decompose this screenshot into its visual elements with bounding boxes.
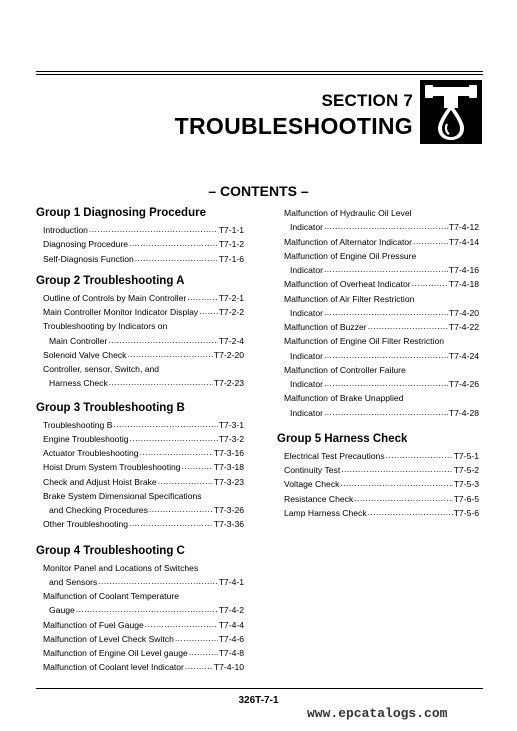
toc-entry[interactable] xyxy=(36,252,244,266)
toc-entry-text: Main Controller xyxy=(49,335,108,346)
toc-entry[interactable] xyxy=(277,320,479,334)
toc-leader-dots xyxy=(386,449,453,459)
toc-page-ref: T7-2-4 xyxy=(218,335,244,346)
toc-entry-text: Self-Diagnosis Function xyxy=(43,253,134,264)
toc-entry[interactable] xyxy=(36,446,244,460)
toc-page-ref: T7-3-36 xyxy=(213,519,244,530)
toc-entry[interactable] xyxy=(36,418,244,432)
page-number: 326T-7-1 xyxy=(238,695,279,706)
toc-leader-dots xyxy=(76,603,218,613)
toc-entry[interactable] xyxy=(277,391,479,420)
section-title: TROUBLESHOOTING xyxy=(174,113,413,139)
toc-entry[interactable] xyxy=(36,305,244,319)
toc-entry-text: Malfunction of Alternator Indicator xyxy=(284,236,413,247)
toc-page-ref: T7-4-28 xyxy=(448,407,479,418)
top-rule xyxy=(36,71,483,72)
toc-page-ref: T7-2-20 xyxy=(213,349,244,360)
toc-entry-text: Troubleshooting B xyxy=(43,419,113,430)
toc-group-title: Group 2 Troubleshooting A xyxy=(36,274,185,287)
toc-entry[interactable] xyxy=(36,489,244,518)
toc-leader-dots xyxy=(175,632,218,642)
toc-leader-dots xyxy=(109,376,213,386)
toc-group xyxy=(277,206,479,420)
toc-entry[interactable] xyxy=(277,249,479,278)
toc-leader-dots xyxy=(368,506,453,516)
toc-entry-text: Lamp Harness Check xyxy=(284,507,367,518)
toc-leader-dots xyxy=(341,463,452,473)
toc-entry[interactable] xyxy=(36,319,244,348)
toc-leader-dots xyxy=(324,406,448,416)
toc-entry-text: Malfunction of Coolant Temperature xyxy=(43,591,179,601)
toc-page-ref: T7-4-12 xyxy=(448,222,479,233)
toc-entry-text: Malfunction of Overheat Indicator xyxy=(284,279,411,290)
oil-drop-wrench-icon xyxy=(420,80,482,144)
toc-group-title: Group 4 Troubleshooting C xyxy=(36,544,185,557)
toc-entry[interactable] xyxy=(277,506,479,520)
toc-entry-text: Solenoid Valve Check xyxy=(43,349,127,360)
toc-entry-text: Check and Adjust Hoist Brake xyxy=(43,476,157,487)
toc-entry-text: Outline of Controls by Main Controller xyxy=(43,292,187,303)
toc-entry-text: Indicator xyxy=(290,350,323,361)
toc-page-ref: T7-3-23 xyxy=(213,476,244,487)
toc-leader-dots xyxy=(324,349,448,359)
toc-page-ref: T7-4-2 xyxy=(218,605,244,616)
toc-page-ref: T7-5-2 xyxy=(453,465,479,475)
toc-entry-text: Actuator Troubleshooting xyxy=(43,448,139,458)
toc-entry[interactable] xyxy=(36,589,244,618)
toc-entry[interactable] xyxy=(36,517,244,531)
toc-entry-text: Indicator xyxy=(290,407,323,418)
toc-entry-text: Malfunction of Engine Oil Level gauge xyxy=(43,648,188,658)
toc-leader-dots xyxy=(89,223,218,233)
toc-entry-text: Monitor Panel and Locations of Switches xyxy=(43,562,199,573)
toc-leader-dots xyxy=(98,575,217,585)
toc-page-ref: T7-4-4 xyxy=(218,619,244,630)
toc-entry-text: Malfunction of Coolant level Indicator xyxy=(43,662,184,673)
top-rule-double xyxy=(36,74,483,75)
toc-leader-dots xyxy=(113,418,217,428)
toc-leader-dots xyxy=(354,492,452,502)
toc-group xyxy=(36,401,244,532)
toc-entry-text: Engine Troubleshootig xyxy=(43,433,129,444)
toc-page-ref: T7-4-24 xyxy=(448,350,479,361)
toc-entry[interactable] xyxy=(36,618,244,632)
toc-entry[interactable] xyxy=(277,449,479,463)
toc-leader-dots xyxy=(149,503,213,513)
toc-entry-text: Voltage Check xyxy=(284,479,340,490)
toc-leader-dots xyxy=(324,220,448,230)
toc-leader-dots xyxy=(324,306,448,316)
toc-entry-text: and Sensors xyxy=(49,576,98,587)
toc-entry-text: Brake System Dimensional Specifications xyxy=(43,490,202,501)
toc-entry-text: Troubleshooting by Indicators on xyxy=(43,321,168,332)
toc-leader-dots xyxy=(135,252,218,262)
toc-entry[interactable] xyxy=(36,475,244,489)
toc-entry[interactable] xyxy=(36,660,244,674)
toc-entry-text: Indicator xyxy=(290,265,323,275)
toc-entry-text: Indicator xyxy=(290,379,323,389)
toc-entry[interactable] xyxy=(36,291,244,305)
toc-entry-text: Electrical Test Precautions xyxy=(284,450,385,461)
toc-page-ref: T7-3-16 xyxy=(213,448,244,458)
toc-leader-dots xyxy=(187,291,217,301)
toc-entry-text: Malfunction of Fuel Gauge xyxy=(43,619,144,630)
toc-entry-text: Malfunction of Hydraulic Oil Level xyxy=(284,208,412,218)
toc-entry-text: Hoist Drum System Troubleshooting xyxy=(43,462,181,473)
toc-page-ref: T7-3-26 xyxy=(213,505,244,515)
toc-page-ref: T7-3-2 xyxy=(218,433,244,444)
toc-entry-text: Indicator xyxy=(290,222,323,233)
toc-leader-dots xyxy=(340,477,452,487)
toc-entry[interactable] xyxy=(36,432,244,446)
toc-entry[interactable] xyxy=(36,237,244,251)
toc-entry[interactable] xyxy=(36,348,244,362)
watermark: www.epcatalogs.com xyxy=(307,706,448,721)
toc-leader-dots xyxy=(182,460,213,470)
toc-leader-dots xyxy=(199,305,217,315)
toc-page-ref: T7-4-14 xyxy=(448,236,479,247)
toc-leader-dots xyxy=(324,263,448,273)
toc-entry-text: Continuity Test xyxy=(284,465,341,475)
toc-entry-text: Malfunction of Brake Unapplied xyxy=(284,393,404,404)
toc-entry[interactable] xyxy=(277,492,479,506)
toc-entry-text: Gauge xyxy=(49,605,75,616)
toc-leader-dots xyxy=(140,446,213,456)
toc-group xyxy=(277,432,479,520)
toc-page-ref: T7-1-6 xyxy=(218,253,244,264)
toc-entry-text: Malfunction of Air Filter Restriction xyxy=(284,293,415,304)
bottom-rule xyxy=(36,688,483,689)
toc-page-ref: T7-3-18 xyxy=(213,462,244,473)
toc-group xyxy=(36,274,244,391)
toc-page-ref: T7-4-16 xyxy=(448,265,479,275)
toc-entry-text: Resistance Check xyxy=(284,493,354,504)
toc-entry[interactable] xyxy=(277,292,479,321)
toc-entry[interactable] xyxy=(277,363,479,392)
toc-page-ref: T7-2-2 xyxy=(218,307,244,317)
toc-leader-dots xyxy=(413,235,448,245)
toc-entry[interactable] xyxy=(277,206,479,235)
toc-entry-text: Malfunction of Engine Oil Filter Restriction xyxy=(284,336,445,347)
toc-entry-text: Introduction xyxy=(43,225,88,235)
toc-group-title: Group 5 Harness Check xyxy=(277,432,408,445)
toc-page-ref: T7-1-1 xyxy=(218,225,244,235)
toc-page-ref: T7-4-22 xyxy=(448,322,479,332)
toc-leader-dots xyxy=(145,618,218,628)
toc-entry-text: Malfunction of Controller Failure xyxy=(284,364,406,375)
toc-leader-dots xyxy=(412,277,448,287)
toc-leader-dots xyxy=(108,334,217,344)
toc-leader-dots xyxy=(130,432,218,442)
toc-entry[interactable] xyxy=(277,277,479,291)
toc-entry[interactable] xyxy=(36,561,244,590)
toc-left-column xyxy=(36,206,244,675)
toc-entry[interactable] xyxy=(36,223,244,237)
section-label: SECTION 7 xyxy=(321,91,413,110)
toc-group-title: Group 1 Diagnosing Procedure xyxy=(36,207,206,219)
toc-page-ref: T7-4-8 xyxy=(218,648,244,658)
toc-entry[interactable] xyxy=(36,460,244,474)
toc-entry-text: Malfunction of Engine Oil Pressure xyxy=(284,250,417,261)
toc-page-ref: T7-5-3 xyxy=(453,479,479,490)
toc-entry-text: Diagnosing Procedure xyxy=(43,239,129,250)
toc-page-ref: T7-4-18 xyxy=(448,279,479,290)
toc-leader-dots xyxy=(189,646,218,656)
toc-page-ref: T7-6-5 xyxy=(453,493,479,504)
toc-entry-text: and Checking Procedures xyxy=(49,505,148,515)
toc-leader-dots xyxy=(127,348,212,358)
toc-entry-text: Other Troubleshooting xyxy=(43,519,129,530)
toc-entry-text: Harness Check xyxy=(49,378,108,389)
toc-entry[interactable] xyxy=(36,632,244,646)
toc-right-column xyxy=(277,206,479,520)
toc-leader-dots xyxy=(185,660,213,670)
contents-heading: – CONTENTS – xyxy=(208,183,309,199)
toc-page-ref: T7-4-10 xyxy=(213,662,244,673)
toc-group-title: Group 3 Troubleshooting B xyxy=(36,401,185,414)
toc-page-ref: T7-2-23 xyxy=(213,378,244,389)
toc-group xyxy=(36,544,244,675)
toc-entry-text: Indicator xyxy=(290,307,323,318)
toc-page-ref: T7-5-1 xyxy=(453,450,479,461)
toc-entry[interactable] xyxy=(277,334,479,363)
toc-page-ref: T7-3-1 xyxy=(218,419,244,430)
toc-page-ref: T7-2-1 xyxy=(218,292,244,303)
toc-page-ref: T7-1-2 xyxy=(218,239,244,250)
toc-leader-dots xyxy=(129,237,218,247)
toc-page-ref: T7-5-6 xyxy=(453,507,479,518)
toc-page-ref: T7-4-1 xyxy=(218,576,244,587)
toc-entry[interactable] xyxy=(277,463,479,477)
toc-entry-text: Malfunction of Level Check Switch xyxy=(43,633,174,644)
toc-entry-text: Main Controller Monitor Indicator Display xyxy=(43,307,199,317)
toc-leader-dots xyxy=(158,475,213,485)
toc-group xyxy=(36,206,244,266)
toc-entry[interactable] xyxy=(36,362,244,391)
toc-leader-dots xyxy=(368,320,448,330)
toc-leader-dots xyxy=(324,377,448,387)
toc-leader-dots xyxy=(129,517,213,527)
toc-entry[interactable] xyxy=(277,477,479,491)
toc-page-ref: T7-4-20 xyxy=(448,307,479,318)
toc-page-ref: T7-4-26 xyxy=(448,379,479,389)
toc-page-ref: T7-4-6 xyxy=(218,633,244,644)
toc-entry[interactable] xyxy=(36,646,244,660)
toc-entry-text: Controller, sensor, Switch, and xyxy=(43,364,160,374)
toc-entry[interactable] xyxy=(277,235,479,249)
toc-entry-text: Malfunction of Buzzer xyxy=(284,322,367,332)
